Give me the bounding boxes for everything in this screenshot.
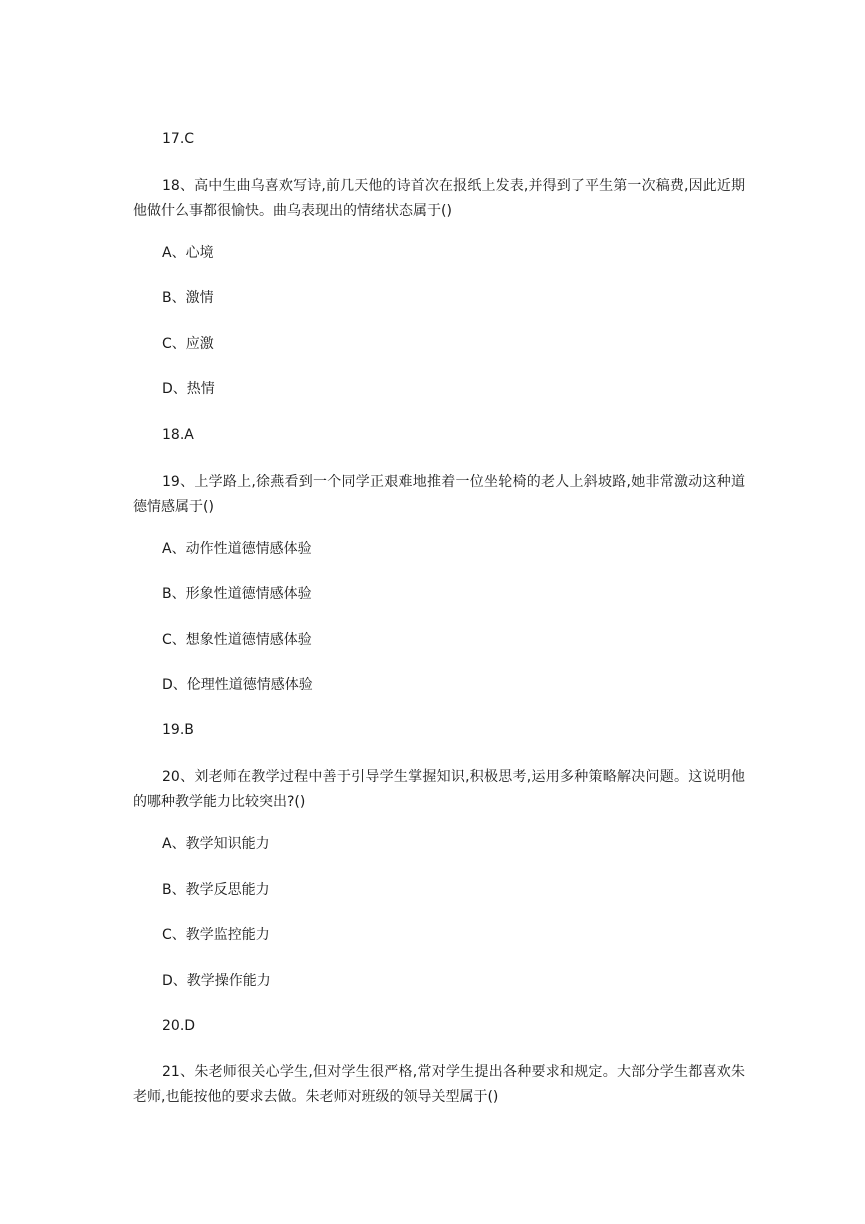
question-20 [133,765,745,815]
option-18-d: D、热情 [162,381,215,397]
answer-19: 19.B [162,722,194,738]
answer-18: 18.A [162,427,194,443]
option-19-d: D、伦理性道德情感体验 [162,677,313,693]
question-18 [133,174,745,224]
question-19-text: 19、上学路上,徐燕看到一个同学正艰难地推着一位坐轮椅的老人上斜坡路,她非常激动这种道德情感属于() [133,474,745,515]
option-19-b: B、形象性道德情感体验 [162,586,312,602]
option-18-a: A、心境 [162,245,214,261]
option-19-c: C、想象性道德情感体验 [162,632,312,648]
option-20-a: A、教学知识能力 [162,836,270,852]
option-20-c: C、教学监控能力 [162,927,270,943]
option-20-d: D、教学操作能力 [162,973,271,989]
option-18-b: B、激情 [162,290,214,306]
question-21-text: 21、朱老师很关心学生,但对学生很严格,常对学生提出各种要求和规定。大部分学生都喜欢朱老师,也能按他的要求去做。朱老师对班级的领导关型属于() [133,1064,745,1105]
option-18-c: C、应激 [162,336,214,352]
option-20-b: B、教学反思能力 [162,882,270,898]
question-18-text: 18、高中生曲乌喜欢写诗,前几天他的诗首次在报纸上发表,并得到了平生第一次稿费,因此近期他做什么事都很愉快。曲乌表现出的情绪状态属于() [133,178,745,219]
question-19 [133,470,745,520]
answer-17: 17.C [162,131,195,147]
answer-20: 20.D [162,1018,196,1034]
question-20-text: 20、刘老师在教学过程中善于引导学生掌握知识,积极思考,运用多种策略解决问题。这说明他的哪种教学能力比较突出?() [133,769,745,810]
option-19-a: A、动作性道德情感体验 [162,541,312,557]
question-21 [133,1060,745,1110]
